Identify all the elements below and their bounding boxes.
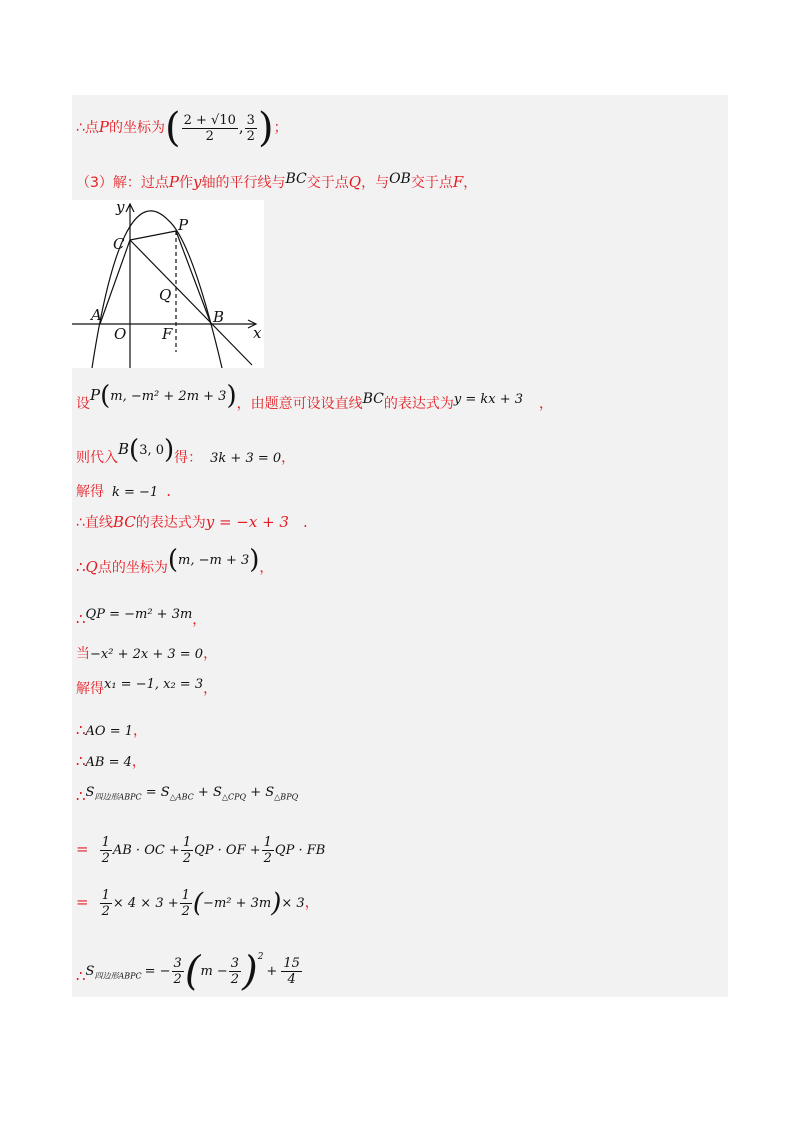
label-f: F xyxy=(162,325,173,343)
ao-length-line: ∴AO = 1， xyxy=(76,721,148,739)
line-pb xyxy=(176,231,211,324)
set-p-line: 设P(m, −m² + 2m + 3)，由题意可设设直线BC的表达式为y = kx + 3 ， xyxy=(76,381,554,412)
area-substitute-line: = $\frac{1}{2}$ × 4 × 3 + $\frac{1}{2}$ (−m² + 3m)× 3， xyxy=(76,888,319,919)
label-c: C xyxy=(113,235,125,253)
qp-length-line: ∴QP = −m² + 3m， xyxy=(76,607,207,628)
part3-heading: （3）解：过点P作y轴的平行线与BC交于点Q，与OB交于点F， xyxy=(76,171,478,191)
line-cp xyxy=(130,231,176,240)
area-result-line: $\therefore S_{四边形ABPC}$ = − $\frac{3}{2}$ (m − $\frac{3}{2}$ )$^2$+ $\frac{15}{4}$ xyxy=(76,948,300,995)
solution-panel xyxy=(72,95,728,997)
solve-k-line: 解得 k = −1 . xyxy=(76,482,171,500)
bc-expression-line: ∴直线BC的表达式为y = −x + 3 . xyxy=(76,513,308,531)
parabola-svg xyxy=(72,200,264,368)
quadratic-equation-line: 当−x² + 2x + 3 = 0， xyxy=(76,646,218,662)
area-expand-line: = $\frac{1}{2}$ AB · OC + $\frac{1}{2}$ QP · OF + $\frac{1}{2}$ QP · FB xyxy=(76,835,326,866)
q-coordinate-line: ∴Q点的坐标为(m, −m + 3)， xyxy=(76,545,274,576)
label-q: Q xyxy=(159,286,172,304)
roots-line: 解得x₁ = −1, x₂ = 3， xyxy=(76,677,218,697)
label-p: P xyxy=(178,216,189,234)
label-y: y xyxy=(116,200,125,216)
ab-length-line: ∴AB = 4， xyxy=(76,752,146,770)
substitute-b-line: 则代入B(3, 0)得： 3k + 3 = 0， xyxy=(76,435,296,466)
parabola-figure xyxy=(72,200,264,368)
label-b: B xyxy=(213,308,225,326)
label-o: O xyxy=(114,325,127,343)
label-a: A xyxy=(91,306,102,324)
area-sum-line: $\therefore S_{四边形ABPC} = S_{\triangle ABC} + S_{\triangle CPQ} + S_{\triangle BPQ}$ xyxy=(76,785,299,805)
label-x: x xyxy=(253,324,262,342)
point-p-coordinate-line: ∴点P的坐标为( $\frac{2 + √10}{2}$ , $\frac{3}{2}$ )； xyxy=(76,105,288,151)
